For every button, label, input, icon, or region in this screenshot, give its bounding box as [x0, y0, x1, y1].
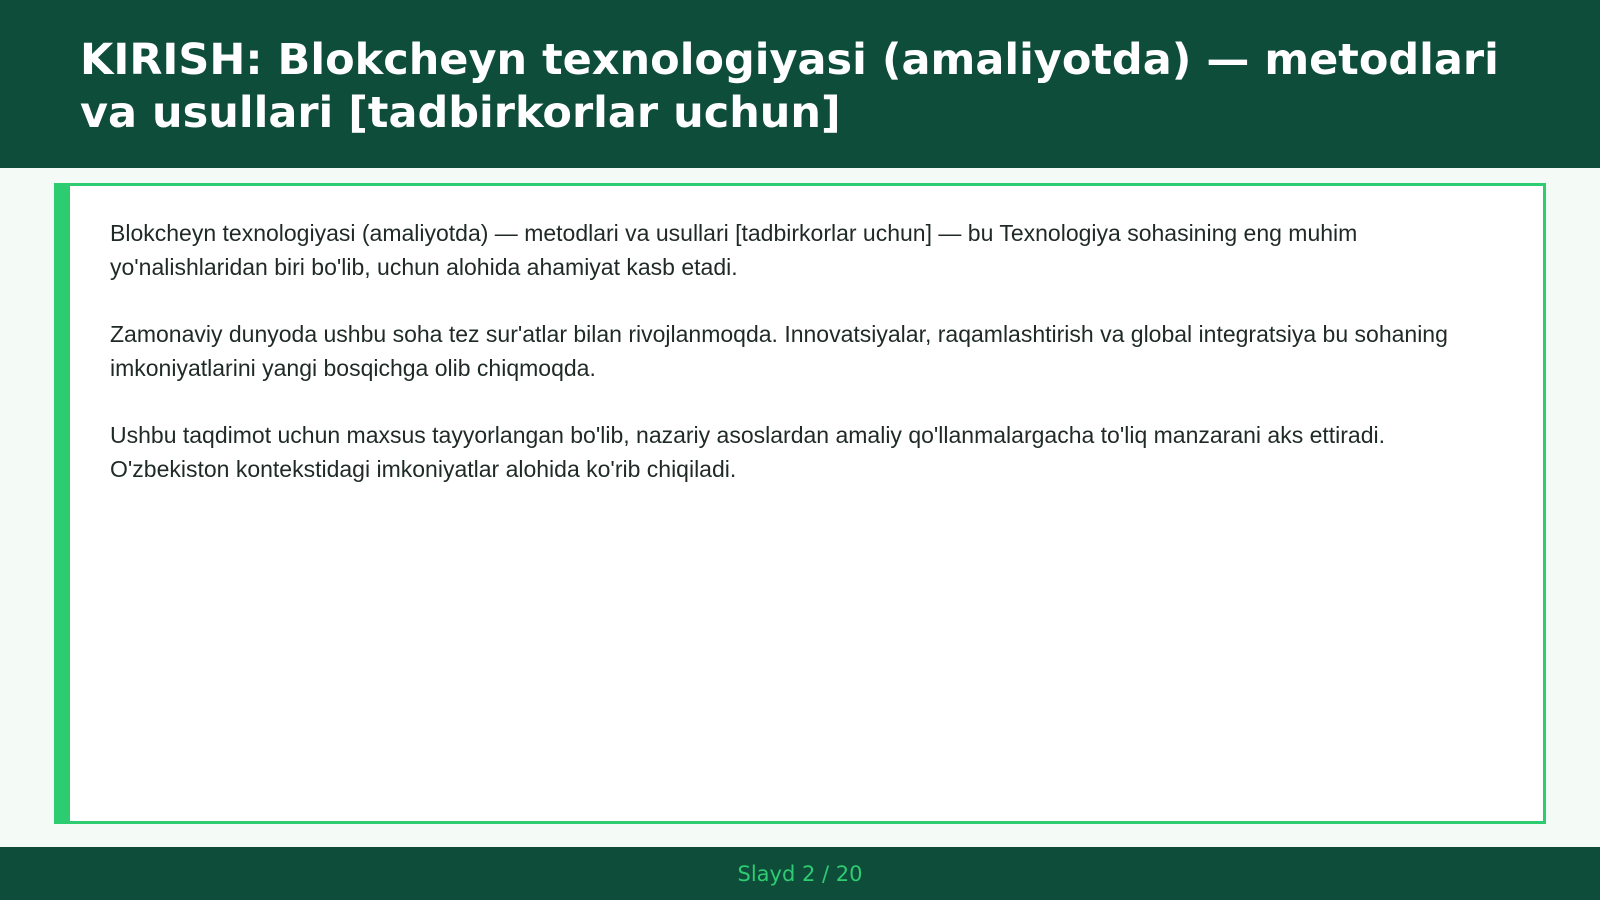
paragraph-presentation: Ushbu taqdimot uchun maxsus tayyorlangan bo'lib, nazariy asoslardan amaliy qo'llanmalargacha to'liq manzarani aks ettiradi. O'zbekiston kontekstidagi imkoniyatlar alohida ko'rib chiqiladi.	[110, 422, 1386, 482]
slide-header	[0, 0, 1600, 168]
paragraph-intro: Blokcheyn texnologiyasi (amaliyotda) — metodlari va usullari [tadbirkorlar uchun] — bu Texnologiya sohasining eng muhim yo'nalishlaridan biri bo'lib, uchun alohida ahamiyat kasb etadi.	[110, 220, 1358, 280]
slide-footer	[0, 847, 1600, 900]
slide-counter: Slayd 2 / 20	[737, 861, 863, 886]
paragraph-modern-world: Zamonaviy dunyoda ushbu soha tez sur'atlar bilan rivojlanmoqda. Innovatsiyalar, raqamlashtirish va global integratsiya bu sohaning imkoniyatlarini yangi bosqichga olib chiqmoqda.	[110, 321, 1448, 381]
content-card	[54, 183, 1546, 824]
slide-title: KIRISH: Blokcheyn texnologiyasi (amaliyotda) — metodlari va usullari [tadbirkorlar uchun]	[80, 35, 1499, 138]
